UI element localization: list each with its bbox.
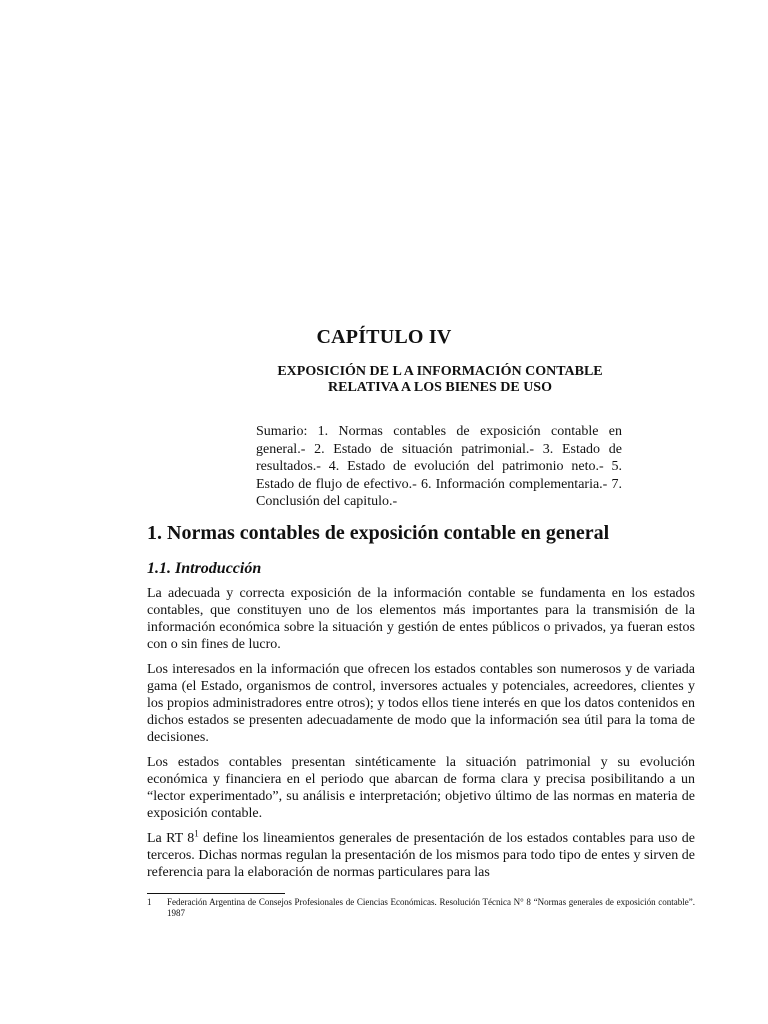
chapter-subtitle [240,364,640,396]
paragraph-2: Los interesados en la información que ofrecen los estados contables son numerosos y de variada gama (el Estado, organismos de control, inversores actuales y potenciales, acreedores, clientes y los propios administradores entre otros); y todos ellos tiene interés en que los datos contenidos en dichos estados se presenten adecuadamente de modo que la información sea útil para la toma de decisiones. [147,662,695,745]
subsection-heading: 1.1. Introducción [147,560,262,577]
paragraph-4-start: La RT 8 [147,831,195,846]
chapter-subtitle-line-1: EXPOSICIÓN DE L A INFORMACIÓN CONTABLE [277,364,603,379]
paragraph-1: La adecuada y correcta exposición de la información contable se fundamenta en los estados contables, que constituyen uno de los elementos más importantes para la transmisión de la información económica sobre la situación y gestión de entes públicos o privados, ya fueran estos con o sin fines de lucro. [147,586,695,652]
footnote [147,897,695,919]
chapter-summary: Sumario: 1. Normas contables de exposición contable en general.- 2. Estado de situación patrimonial.- 3. Estado de resultados.- 4. Estado de evolución del patrimonio neto.- 5. Estado de flujo de efectivo.- 6. Información complementaria.- 7. Conclusión del capitulo.- [256,424,622,509]
body-text [147,585,695,889]
footnote-reference[interactable]: 1 [194,828,199,839]
chapter-subtitle-line-2: RELATIVA A LOS BIENES DE USO [328,380,552,395]
paragraph-3: Los estados contables presentan sintéticamente la situación patrimonial y su evolución económica y financiera en el periodo que abarcan de forma clara y precisa posibilitando a un “lector experimentado”, su análisis e interpretación; objetivo último de las normas en materia de exposición contable. [147,755,695,821]
footnote-number: 1 [147,897,152,907]
paragraph-4-rest: define los lineamientos generales de presentación de los estados contables para uso de terceros. Dichas normas regulan la presentación de los mismos para todo tipo de entes y sirven de referencia para la elaboración de normas particulares para las [147,831,696,880]
footnote-text: Federación Argentina de Consejos Profesionales de Ciencias Económicas. Resolución Técnica N° 8 “Normas generales de exposición contable”. 1987 [167,897,695,918]
section-heading: 1. Normas contables de exposición contable en general [147,522,610,544]
paragraph-4 [147,830,695,881]
chapter-title: CAPÍTULO IV [316,326,452,348]
footnote-separator [147,893,285,894]
